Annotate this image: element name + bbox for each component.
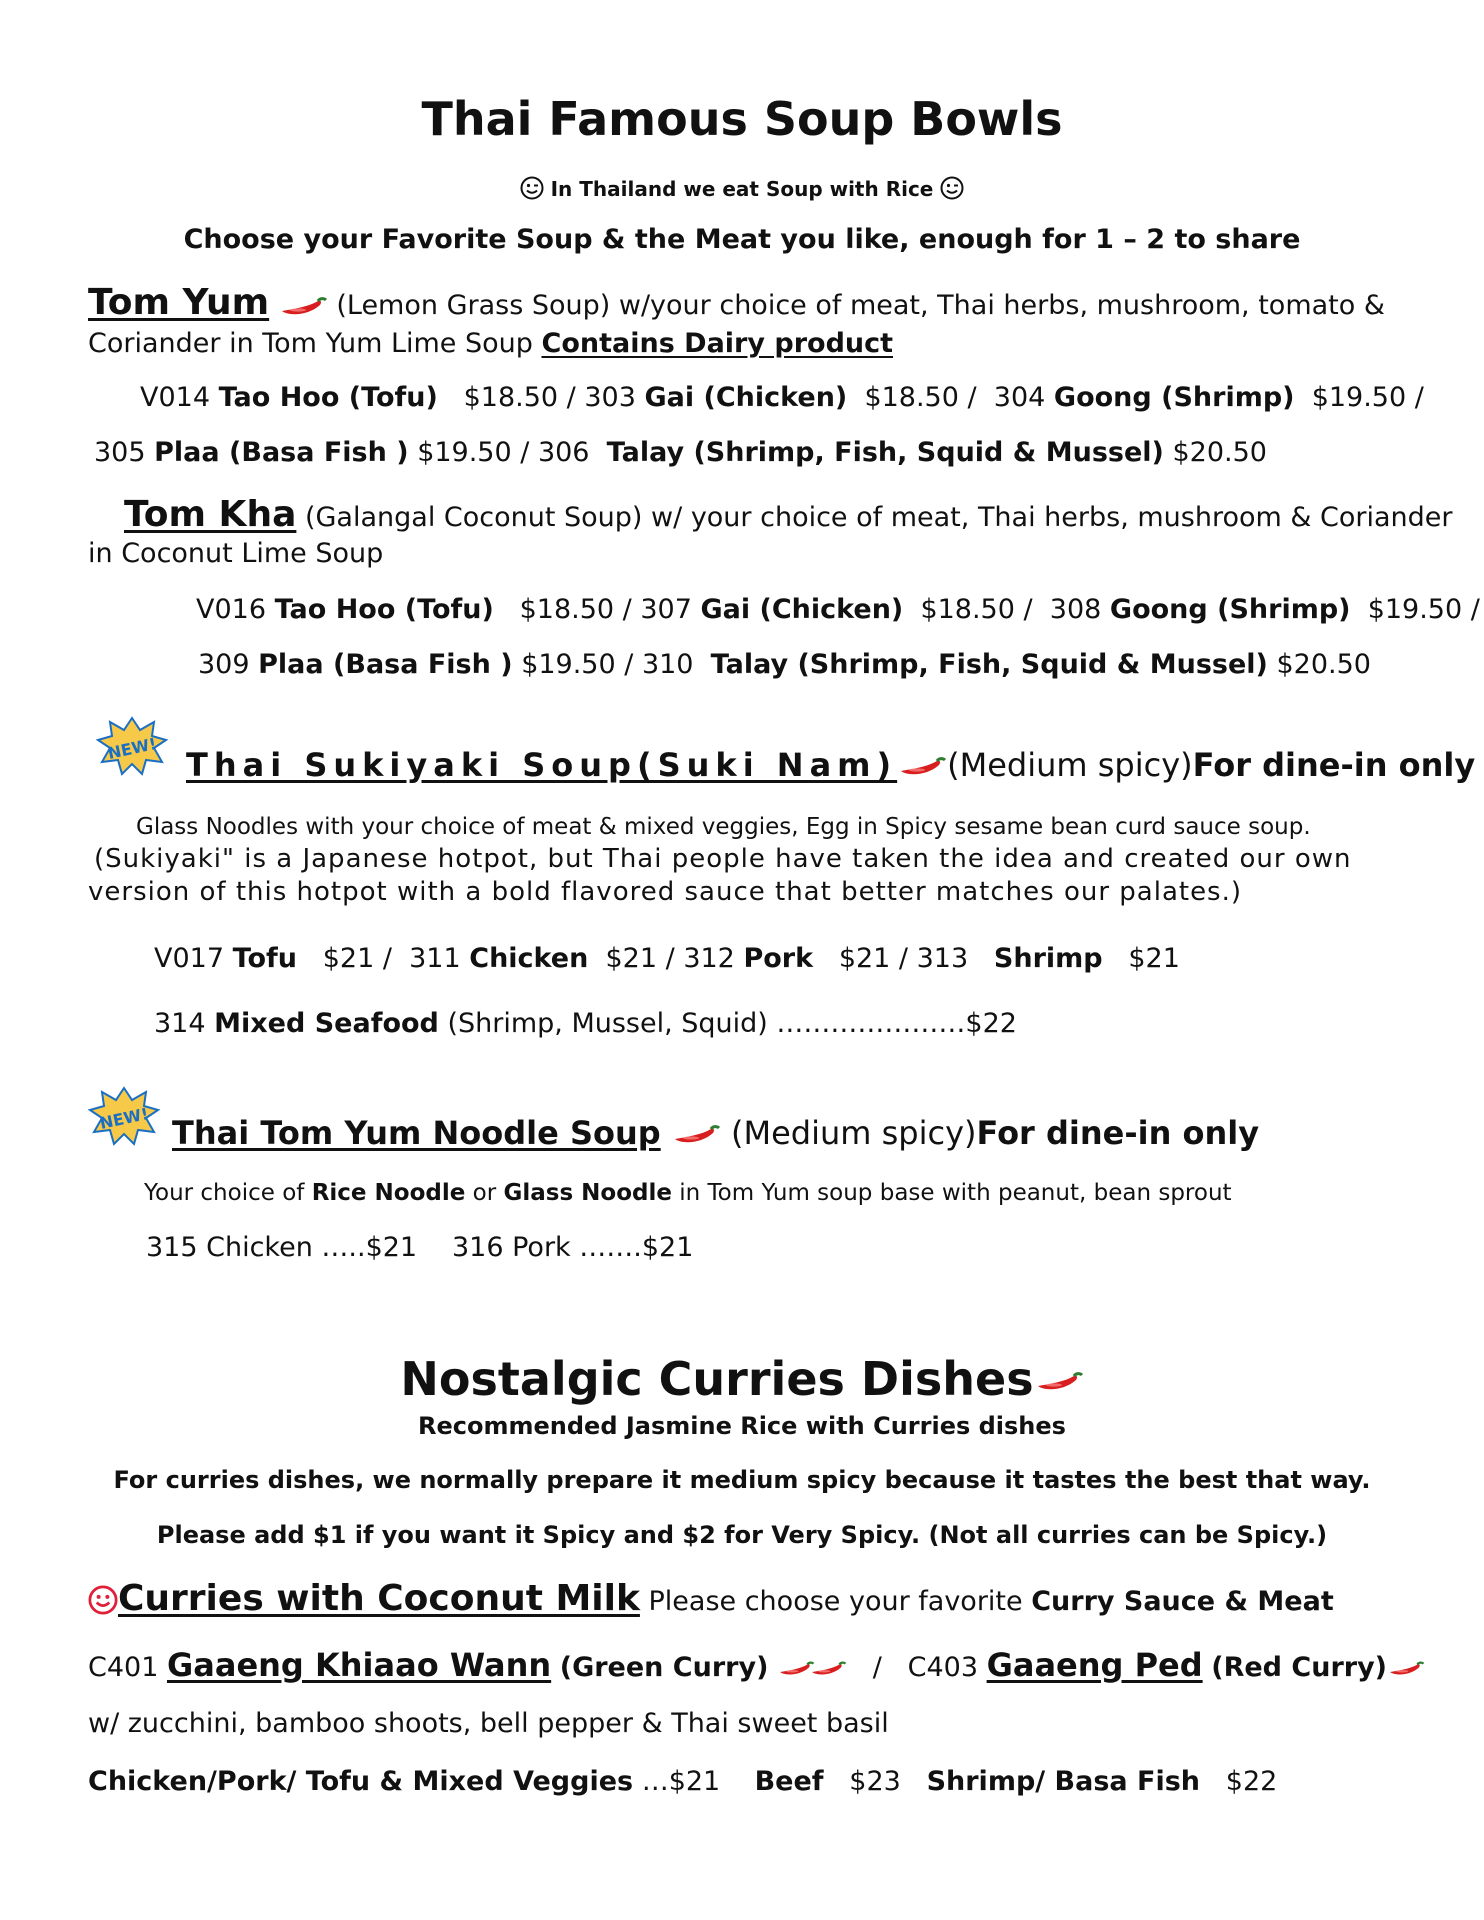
noodle-name: Thai Tom Yum Noodle Soup (172, 1114, 661, 1152)
chili-pepper-icon (671, 1124, 721, 1146)
noodle-spice: (Medium spicy) (731, 1114, 977, 1152)
soup-intro: Choose your Favorite Soup & the Meat you like, enough for 1 – 2 to share (183, 224, 1301, 255)
menu-item: V014 Tao Hoo (Tofu) $18.50 / (140, 382, 576, 413)
price-name: Shrimp/ Basa Fish (926, 1766, 1201, 1797)
curry-prices (88, 1766, 1277, 1797)
item-code: C403 (907, 1652, 978, 1683)
menu-item: V017 Tofu $21 / (154, 943, 392, 974)
suki-desc2: (Sukiyaki" is a Japanese hotpot, but Thai people have taken the idea and created our own (94, 844, 1352, 874)
new-badge-icon (88, 1086, 160, 1148)
new-badge-icon (96, 716, 168, 778)
separator: / (872, 1652, 882, 1683)
curry-options-row (88, 1646, 1425, 1684)
green-curry-sub: (Green Curry) (559, 1652, 769, 1683)
menu-item: 304 Goong (Shrimp) $19.50 / (993, 382, 1424, 413)
red-curry-name: Gaaeng Ped (986, 1646, 1203, 1684)
tom-yum-row1 (140, 382, 1424, 413)
suki-name: Thai Sukiyaki Soup(Suki Nam) (186, 746, 898, 784)
suki-dine-in-note: For dine-in only (1192, 746, 1476, 784)
green-curry-name: Gaaeng Khiaao Wann (166, 1646, 552, 1684)
noodle-dine-in-note: For dine-in only (976, 1114, 1260, 1152)
menu-item: 305 Plaa (Basa Fish ) $19.50 / (94, 437, 530, 468)
tom-yum-desc2: Coriander in Tom Yum Lime Soup (88, 328, 533, 359)
price-name: Chicken/Pork/ Tofu & Mixed Veggies (88, 1766, 634, 1797)
curries-note1: For curries dishes, we normally prepare it medium spicy because it tastes the best that way. (113, 1466, 1371, 1494)
menu-item: V016 Tao Hoo (Tofu) $18.50 / (196, 594, 632, 625)
chili-pepper-icon (1034, 1371, 1084, 1393)
price-value: …$21 (641, 1766, 721, 1797)
soup-subtitle (0, 176, 1484, 201)
menu-item: 308 Goong (Shrimp) $19.50 / (1049, 594, 1480, 625)
soup-title: Thai Famous Soup Bowls (421, 92, 1063, 146)
tom-yum-name: Tom Yum (88, 282, 270, 323)
suki-spice: (Medium spicy) (947, 746, 1193, 784)
chili-pepper-icon (809, 1660, 847, 1678)
tom-kha-desc2: in Coconut Lime Soup (88, 538, 384, 569)
menu-item: 306 Talay (Shrimp, Fish, Squid & Mussel) $20.50 (537, 437, 1267, 468)
red-curry-sub: (Red Curry) (1211, 1652, 1388, 1683)
menu-item: 312 Pork $21 / (683, 943, 909, 974)
curries-subtitle: Recommended Jasmine Rice with Curries dishes (418, 1412, 1066, 1440)
item-code: C401 (88, 1652, 159, 1683)
coconut-desc-bold: Curry Sauce & Meat (1031, 1586, 1334, 1617)
smiley-face-icon (88, 1585, 118, 1615)
item-detail: (Shrimp, Mussel, Squid) …………………$22 (447, 1008, 1017, 1039)
tom-kha-name: Tom Kha (124, 494, 297, 535)
coconut-heading (88, 1578, 1334, 1619)
menu-item: 307 Gai (Chicken) $18.50 / (640, 594, 1033, 625)
menu-item: 309 Plaa (Basa Fish ) $19.50 / (198, 649, 634, 680)
suki-row1 (154, 943, 1180, 974)
price-value: $23 (849, 1766, 901, 1797)
price-name: Beef (754, 1766, 824, 1797)
curries-title-row (0, 1352, 1484, 1406)
tom-kha-row2 (198, 649, 1371, 680)
tom-kha-desc1: (Galangal Coconut Soup) w/ your choice of meat, Thai herbs, mushroom & Coriander (304, 502, 1453, 533)
chili-pepper-icon (1387, 1660, 1425, 1678)
noodle-heading (172, 1114, 1259, 1152)
curries-note2: Please add $1 if you want it Spicy and $2 for Very Spicy. (Not all curries can be Spicy.) (156, 1521, 1328, 1549)
tom-yum-row2 (94, 437, 1267, 468)
tom-yum-line2 (88, 328, 893, 359)
coconut-name: Curries with Coconut Milk (118, 1578, 640, 1619)
menu-item: 311 Chicken $21 / (409, 943, 675, 974)
tom-kha-row1 (196, 594, 1480, 625)
curry-ingredients: w/ zucchini, bamboo shoots, bell pepper & Thai sweet basil (88, 1708, 889, 1739)
suki-row2 (154, 1008, 1017, 1039)
tom-yum-line1 (88, 282, 1385, 323)
item-code: 314 (154, 1008, 206, 1039)
curries-title: Nostalgic Curries Dishes (400, 1352, 1034, 1406)
menu-item: 303 Gai (Chicken) $18.50 / (584, 382, 977, 413)
menu-item: 313 Shrimp $21 (916, 943, 1180, 974)
suki-heading (186, 746, 1475, 784)
wink-face-icon (520, 176, 544, 200)
tom-kha-line1 (124, 494, 1453, 535)
noodle-item-chicken: 315 Chicken …..$21 (146, 1232, 418, 1263)
chili-pepper-icon (897, 756, 947, 778)
suki-desc1: Glass Noodles with your choice of meat & mixed veggies, Egg in Spicy sesame bean curd sauce soup. (136, 814, 1311, 840)
soup-subtitle-text: In Thailand we eat Soup with Rice (550, 177, 934, 201)
item-name: Mixed Seafood (214, 1008, 439, 1039)
price-value: $22 (1225, 1766, 1278, 1797)
tom-yum-desc1: (Lemon Grass Soup) w/your choice of meat, Thai herbs, mushroom, tomato & (336, 290, 1385, 321)
noodle-desc: Your choice of Rice Noodle or Glass Noodle in Tom Yum soup base with peanut, bean sprout (144, 1180, 1232, 1206)
wink-face-icon (940, 176, 964, 200)
menu-item: 310 Talay (Shrimp, Fish, Squid & Mussel) $20.50 (641, 649, 1371, 680)
suki-desc3: version of this hotpot with a bold flavored sauce that better matches our palates.) (88, 877, 1243, 907)
noodle-item-pork: 316 Pork …….$21 (452, 1232, 694, 1263)
tom-yum-dairy-note: Contains Dairy product (541, 328, 894, 359)
coconut-desc: Please choose your favorite (648, 1586, 1023, 1617)
chili-pepper-icon (278, 296, 328, 318)
